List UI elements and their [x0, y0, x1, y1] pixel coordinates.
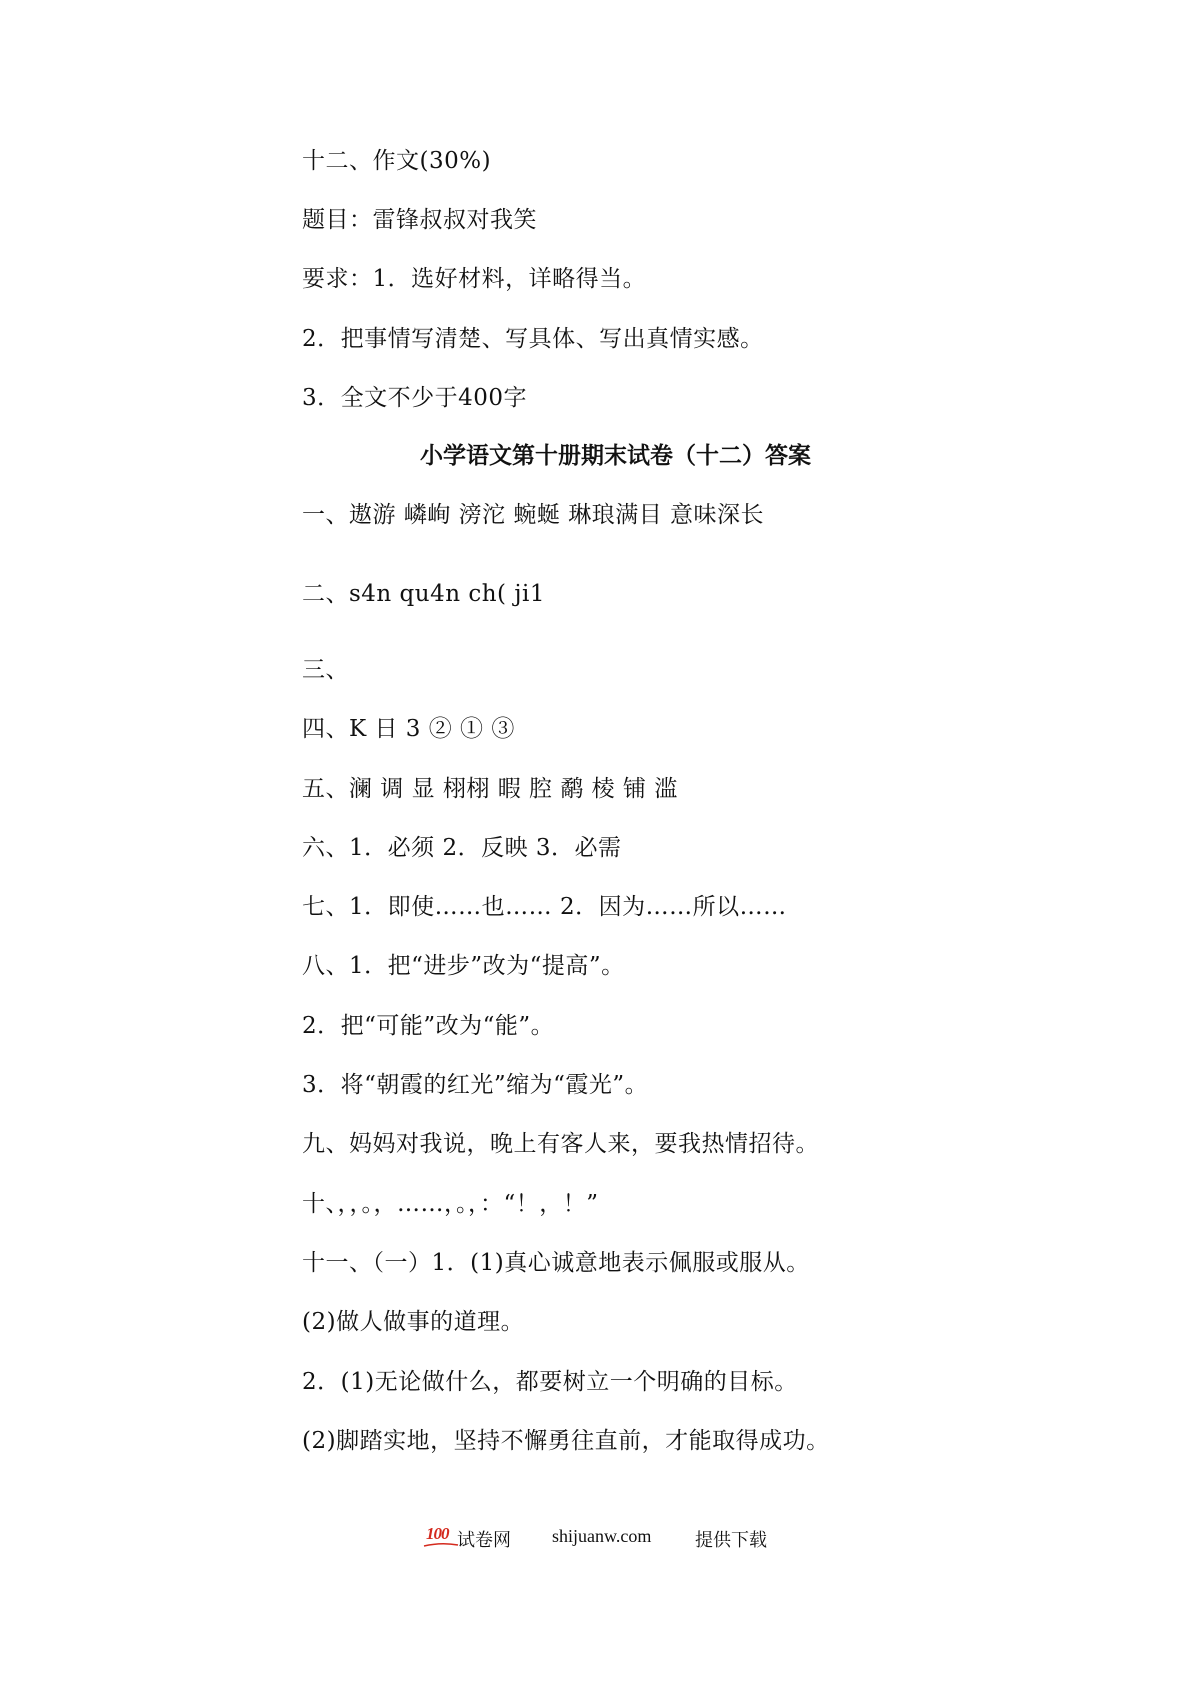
composition-topic: 题目：雷锋叔叔对我笑	[302, 207, 537, 233]
composition-requirement-2: 2．把事情写清楚、写具体、写出真情实感。	[302, 326, 764, 352]
answer-line: 三、	[302, 657, 349, 683]
answer-line: 四、K 日 3 ② ① ③	[302, 716, 515, 742]
logo-swoosh-icon	[423, 1542, 459, 1548]
answer-line: (2)脚踏实地，坚持不懈勇往直前，才能取得成功。	[302, 1428, 830, 1454]
footer-tagline: 提供下载	[695, 1530, 767, 1550]
answers-title: 小学语文第十册期末试卷（十二）答案	[420, 442, 811, 469]
answer-line: 十一、（一）1．(1)真心诚意地表示佩服或服从。	[302, 1250, 810, 1276]
site-logo: 100	[426, 1524, 449, 1543]
answer-line: 七、1．即使……也…… 2．因为……所以……	[302, 894, 787, 920]
answer-line: 八、1．把“进步”改为“提高”。	[302, 953, 625, 979]
answer-line: 2．把“可能”改为“能”。	[302, 1013, 555, 1039]
answer-line: 3．将“朝霞的红光”缩为“霞光”。	[302, 1072, 649, 1098]
answer-line: 九、妈妈对我说，晚上有客人来，要我热情招待。	[302, 1131, 819, 1157]
answer-line: 五、澜 调 显 栩栩 暇 腔 鹬 棱 铺 滥	[302, 776, 678, 802]
page-footer	[0, 1522, 1191, 1556]
site-brand: 试卷网	[457, 1530, 511, 1550]
answer-line: 2．(1)无论做什么，都要树立一个明确的目标。	[302, 1369, 798, 1395]
answer-line: (2)做人做事的道理。	[302, 1309, 525, 1335]
answer-line: 十、，，。，……，。，：“！，！”	[302, 1191, 599, 1217]
answer-line: 一、遨游 嶙峋 滂沱 蜿蜒 琳琅满目 意味深长	[302, 502, 765, 528]
composition-requirement-1: 要求：1．选好材料，详略得当。	[302, 266, 647, 292]
site-url: shijuanw.com	[552, 1526, 652, 1546]
answer-line: 二、s4n qu4n ch( ji1	[302, 581, 545, 607]
composition-requirement-3: 3．全文不少于400字	[302, 385, 528, 411]
composition-heading: 十二、作文(30%)	[302, 148, 492, 174]
answer-line: 六、1．必须 2．反映 3．必需	[302, 835, 622, 861]
